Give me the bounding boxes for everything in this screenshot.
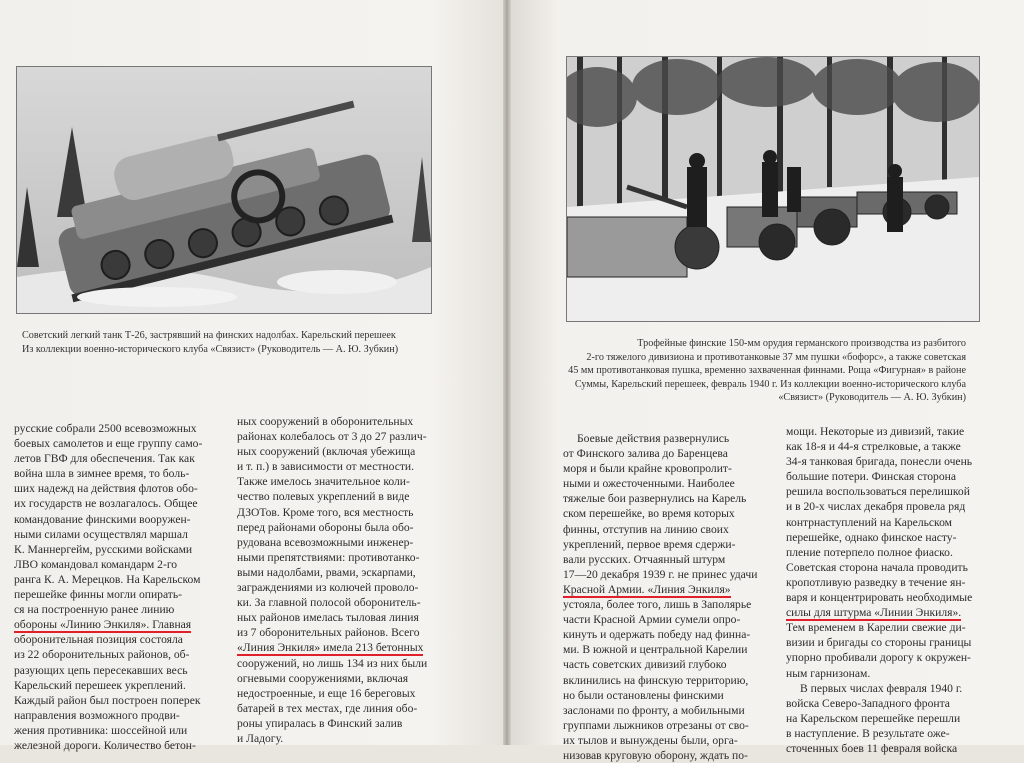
text-line: но были остановлены финскими <box>563 688 724 702</box>
text-line: решила воспользоваться перелишкой <box>786 485 970 499</box>
text-line: ших надежд на действия флотов обо- <box>14 482 198 496</box>
text-line: низовав круговую оборону, ждать по- <box>563 748 748 762</box>
caption-line: Трофейные финские 150-мм орудия германского производства из разбитого <box>637 338 966 349</box>
text-line: Боевые действия развернулись <box>577 432 730 445</box>
text-line: кропотливую разведку в течение ян- <box>786 575 966 589</box>
text-line: заграждениями из колючей проволо- <box>237 581 419 595</box>
text-line: летов ГВФ для обеспечения. Так как <box>14 452 195 466</box>
guns-photo <box>566 56 980 322</box>
caption-line: 2-го тяжелого дивизиона и противотанковые 37 мм пушки «бофорс», а также советская <box>586 351 966 363</box>
text-line: перешейке, однако финское насту- <box>786 530 957 544</box>
text-line: контрнаступлений на Карельском <box>786 515 952 529</box>
text-line: финны, отступив на линию своих <box>563 522 729 536</box>
text-line: ЛВО командовал командарм 2-го <box>14 557 178 571</box>
left-column-1 <box>14 421 219 753</box>
text-line: «Линия Энкиля» имела 213 бетонных <box>237 641 424 655</box>
text-line: большие потери. Финская сторона <box>786 470 956 484</box>
text-line: обороны «Линию Энкиля». Главная <box>14 618 192 632</box>
text-line: Тем временем в Карелии свежие ди- <box>786 621 966 635</box>
text-line: ными препятствиями: противотанко- <box>237 550 420 564</box>
text-line: ранга К. А. Мерецков. На Карельском <box>14 572 201 586</box>
text-line: из 7 оборонительных районов. Всего <box>237 626 420 640</box>
caption-line: «Связист» (Руководитель — А. Ю. Зубкин) <box>778 392 966 403</box>
text-line: В первых числах февраля 1940 г. <box>800 681 963 695</box>
text-line: перед районами обороны была обо- <box>237 520 414 534</box>
text-line: из 22 оборонительных районов, об- <box>14 648 190 662</box>
text-line: выми надолбами, рвами, эскарпами, <box>237 565 416 579</box>
text-line: недостроенные, и еще 16 береговых <box>237 686 416 700</box>
text-line: моря и были крайне кровопролит- <box>563 462 732 476</box>
text-line: война шла в зимнее время, то боль- <box>14 467 190 481</box>
text-line: направления возможного продви- <box>14 708 180 722</box>
text-line: Карельский перешеек укреплений. <box>14 678 186 692</box>
text-line: командование финскими вооружен- <box>14 512 191 526</box>
text-line: и в 20-х числах декабря провела ряд <box>786 500 966 514</box>
text-line-underlined <box>786 605 986 620</box>
text-line: Красной Армии. «Линия Энкиля» <box>563 582 731 596</box>
text-line: сточенных боев 11 февраля войска <box>786 741 958 755</box>
text-line: ДЗОТов. Кроме того, вся местность <box>237 505 414 519</box>
text-line: огневыми сооружениями, включая <box>237 671 409 685</box>
text-line: Также имелось значительное коли- <box>237 475 410 489</box>
text-line: рудована всевозможными инженер- <box>237 535 414 549</box>
text-line: оборонительная позиция состояла <box>14 633 183 647</box>
text-line: ных сооружений (включая убежища <box>237 445 416 459</box>
right-column-1 <box>563 431 763 763</box>
text-line: ных районов имелась тыловая линия <box>237 611 419 625</box>
text-line: заслонами по фронту, а мобильными <box>563 703 745 717</box>
text-line: жения противника: шоссейной или <box>14 723 188 737</box>
text-line: ными силами осуществлял маршал <box>14 527 188 541</box>
text-line: Каждый район был построен поперек <box>14 693 201 707</box>
text-line: ми. В южной и центральной Карелии <box>563 643 748 657</box>
text-line: сооружений, но лишь 134 из них были <box>237 656 428 670</box>
text-line: их государств не возлагалось. Общее <box>14 497 198 511</box>
text-line: боевых самолетов и еще группу само- <box>14 437 203 451</box>
text-line: батарей в тех местах, где линия обо- <box>237 701 418 715</box>
text-line-underlined <box>563 582 763 597</box>
text-line: часть советских дивизий глубоко <box>563 658 727 672</box>
text-line: упорно пробивали дорогу к окружен- <box>786 651 971 665</box>
guns-photo-caption <box>540 337 966 405</box>
text-line: вклинились на финскую территорию, <box>563 673 749 687</box>
text-line: в наступление. В результате оже- <box>786 726 950 740</box>
tank-photo-caption <box>22 329 442 356</box>
text-line: мощи. Некоторые из дивизий, такие <box>786 425 965 438</box>
text-line: 17—20 декабря 1939 г. не принес удачи <box>563 567 758 581</box>
caption-line: Советский легкий танк Т-26, застрявший на финских надолбах. Карельский перешеек <box>22 330 396 341</box>
text-line: Советская сторона начала проводить <box>786 560 968 574</box>
text-line: К. Маннергейм, русскими войсками <box>14 542 193 556</box>
text-line: ных сооружений в оборонительных <box>237 415 414 428</box>
text-line: железной дороги. Количество бетон- <box>14 738 196 752</box>
text-line: вали русских. Отчаянный штурм <box>563 552 726 566</box>
text-line: на Карельском перешейке перешли <box>786 711 961 725</box>
text-line: тяжелые бои развернулись на Карель <box>563 492 747 506</box>
text-line: кинуть и одержать победу над финна- <box>563 628 751 642</box>
text-line: варя и концентрировать необходимые <box>786 591 973 605</box>
text-line: части Красной Армии сумели опро- <box>563 613 741 627</box>
left-column-2 <box>237 414 452 746</box>
text-line-underlined <box>237 640 452 655</box>
text-line: ки. За главной полосой оборонитель- <box>237 596 421 610</box>
text-line: ся на построенную ранее линию <box>14 603 175 617</box>
text-line: от Финского залива до Баренцева <box>563 447 728 461</box>
text-line: русские собрали 2500 всевозможных <box>14 422 197 435</box>
text-line: как 18-я и 44-я стрелковые, а также <box>786 440 961 454</box>
text-line: разующих цепь пересекавших весь <box>14 663 188 677</box>
text-line: ском перешейке, во время которых <box>563 507 735 521</box>
text-line: силы для штурма «Линии Энкиля». <box>786 606 962 620</box>
caption-line: Из коллекции военно-исторического клуба «Связист» (Руководитель — А. Ю. Зубкин) <box>22 343 399 355</box>
text-line: пление потерпело полное фиаско. <box>786 545 953 559</box>
text-line: чество полевых укреплений в виде <box>237 490 410 504</box>
caption-line: 45 мм противотанковая пушка, временно захваченная финнами. Роща «Фигурная» в районе <box>568 365 966 376</box>
caption-line: Суммы, Карельский перешеек, февраль 1940 г. Из коллекции военно-исторического клуба <box>574 378 966 390</box>
text-line: их тылов и вынуждены были, орга- <box>563 733 738 747</box>
text-line: войска Северо-Западного фронта <box>786 696 950 710</box>
text-line: и т. п.) в зависимости от местности. <box>237 460 415 474</box>
text-line: укреплений, первое время сдержи- <box>563 537 736 551</box>
text-line: роны упиралась в Финский залив <box>237 716 403 730</box>
text-line: ным гарнизонам. <box>786 666 871 680</box>
right-column-2 <box>786 424 986 756</box>
book-spine <box>503 0 511 745</box>
text-line: районах колебалось от 3 до 27 различ- <box>237 430 427 444</box>
text-line: визии и бригады со стороны границы <box>786 636 972 650</box>
tank-photo <box>16 66 432 314</box>
text-line-underlined <box>14 617 219 632</box>
text-line: группами лыжников отрезаны от сво- <box>563 718 749 732</box>
text-line: устояла, более того, лишь в Заполярье <box>563 598 752 612</box>
text-line: и Ладогу. <box>237 731 284 745</box>
text-line: перешейке финны могли опирать- <box>14 588 183 602</box>
text-line: 34-я танковая бригада, понесли очень <box>786 455 973 469</box>
text-line: ными и ожесточенными. Наиболее <box>563 477 735 491</box>
